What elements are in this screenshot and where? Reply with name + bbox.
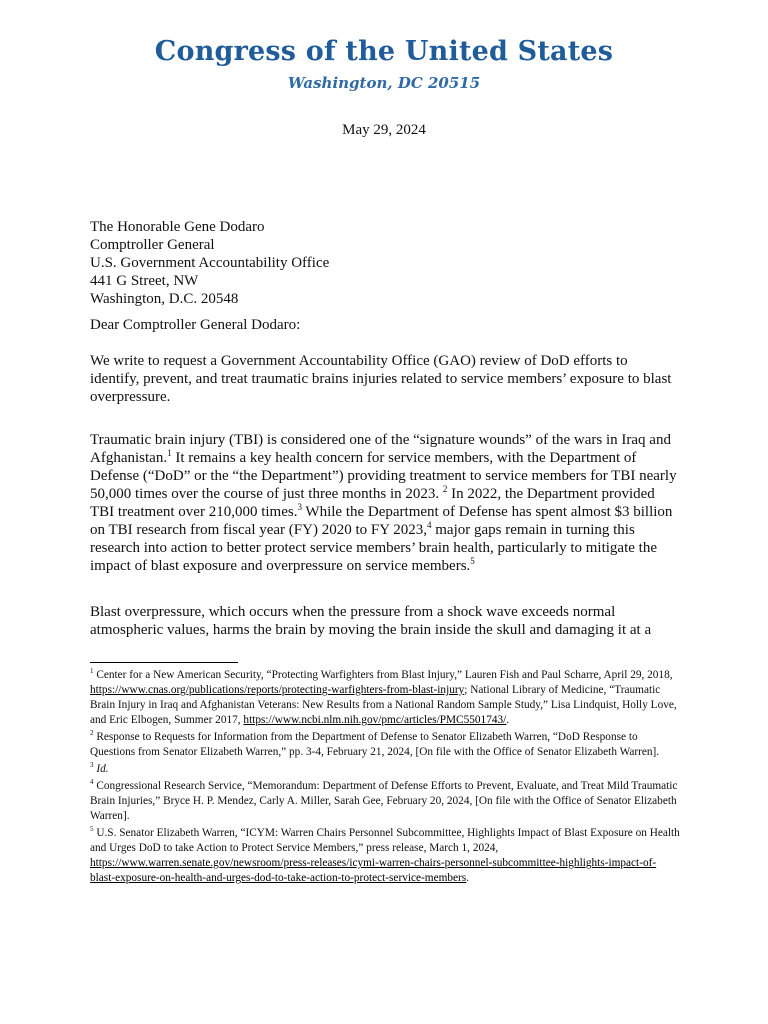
recipient-line: Washington, D.C. 20548 [90,291,239,307]
footnotes [90,668,680,888]
footnote-text: Id. [96,763,109,775]
text-run: In 2022, the Department provided TBI treatment over 210,000 times. [90,486,655,520]
letterhead [0,34,768,94]
footnote-number: 3 [90,761,94,770]
recipient-line: Comptroller General [90,237,215,253]
text-run: major gaps remain in turning this research into action to better protect service members’ brain health, particularly to mitigate the impact of blast exposure and overpressure on service members. [90,522,657,574]
recipient-line: The Honorable Gene Dodaro [90,219,265,235]
footnote-ref-5: 5 [470,556,475,566]
body-paragraph-2 [90,431,680,575]
footnote-text: . [466,872,470,884]
body-paragraph-1: We write to request a Government Accountability Office (GAO) review of DoD efforts to identify, prevent, and treat traumatic brains injuries related to service members’ exposure to blast overpressure. [90,353,672,405]
footnote-ref-3: 3 [297,502,302,512]
footnote-number: 1 [90,667,94,676]
text-run: It remains a key health concern for service members, with the Department of Defense (“DoD” or the “the Department”) providing treatment to service members for TBI nearly 50,000 times over the course of just three months in 2023. [90,450,677,502]
footnote-number: 5 [90,825,94,834]
text-run: Traumatic brain injury (TBI) is considered one of the “signature wounds” of the wars in Iraq and Afghanistan. [90,432,671,466]
footnote-number: 4 [90,778,94,787]
footnote-5 [90,826,680,886]
footnote-ref-2: 2 [442,484,448,494]
footnote-text: Congressional Research Service, “Memorandum: Department of Defense Efforts to Prevent, Evaluate, and Treat Mild Traumatic Brain Injuries,” Bryce H. P. Mendez, Carly A. Miller, Sarah Gee, February 20, 2024, [On file with the Office of Senator Elizabeth Warren]. [90,780,678,822]
footnote-4 [90,779,680,824]
text-run: While the Department of Defense has spent almost $3 billion on TBI research from fiscal year (FY) 2020 to FY 2023, [90,504,673,538]
footnote-1 [90,668,680,728]
footnote-number: 2 [90,729,94,738]
footnote-text: U.S. Senator Elizabeth Warren, “ICYM: Warren Chairs Personnel Subcommittee, Highlights Impact of Blast Exposure on Health and Urges DoD to take Action to Protect Service Members,” press release, March 1, 2024, [90,827,680,854]
letterhead-subtitle: Washington, DC 20515 [287,74,481,92]
footnote-ref-4: 4 [427,520,432,530]
recipient-address [90,218,680,308]
letterhead-title: Congress of the United States [154,36,614,67]
footnote-link[interactable]: https://www.cnas.org/publications/reports/protecting-warfighters-from-blast-injury [90,684,465,696]
recipient-line: U.S. Government Accountability Office [90,255,330,271]
footnote-separator [90,662,238,663]
footnote-text: ; National Library of Medicine, “Traumatic Brain Injury in Iraq and Afghanistan Veterans: New Results from a National Random Sample Study,” Lisa Lindquist, Holly Love, and Eric Elbogen, Summer 2017, [90,684,677,726]
footnote-text: . [506,714,510,726]
salutation: Dear Comptroller General Dodaro: [90,317,301,333]
footnote-2 [90,730,680,760]
footnote-link[interactable]: https://www.warren.senate.gov/newsroom/press-releases/icymi-warren-chairs-personnel-subcommittee-highlights-impact-of-blast-exposure-on-health-and-urges-dod-to-take-action-to-protect-service-members [90,857,657,884]
body-paragraph-3: Blast overpressure, which occurs when the pressure from a shock wave exceeds normal atmospheric values, harms the brain by moving the brain inside the skull and damaging it at a [90,604,652,638]
footnote-text: Response to Requests for Information from the Department of Defense to Senator Elizabeth Warren, “DoD Response to Questions from Senator Elizabeth Warren,” pp. 3-4, February 21, 2024, [On file with the Office of Senator Elizabeth Warren]. [90,731,660,758]
recipient-line: 441 G Street, NW [90,273,199,289]
footnote-text: Center for a New American Security, “Protecting Warfighters from Blast Injury,” Lauren Fish and Paul Scharre, April 29, 2018, [93,669,673,681]
footnote-ref-1: 1 [167,448,172,458]
letter-date: May 29, 2024 [342,122,426,138]
footnote-3 [90,762,680,777]
footnote-link[interactable]: https://www.ncbi.nlm.nih.gov/pmc/articles/PMC5501743/ [243,714,507,726]
